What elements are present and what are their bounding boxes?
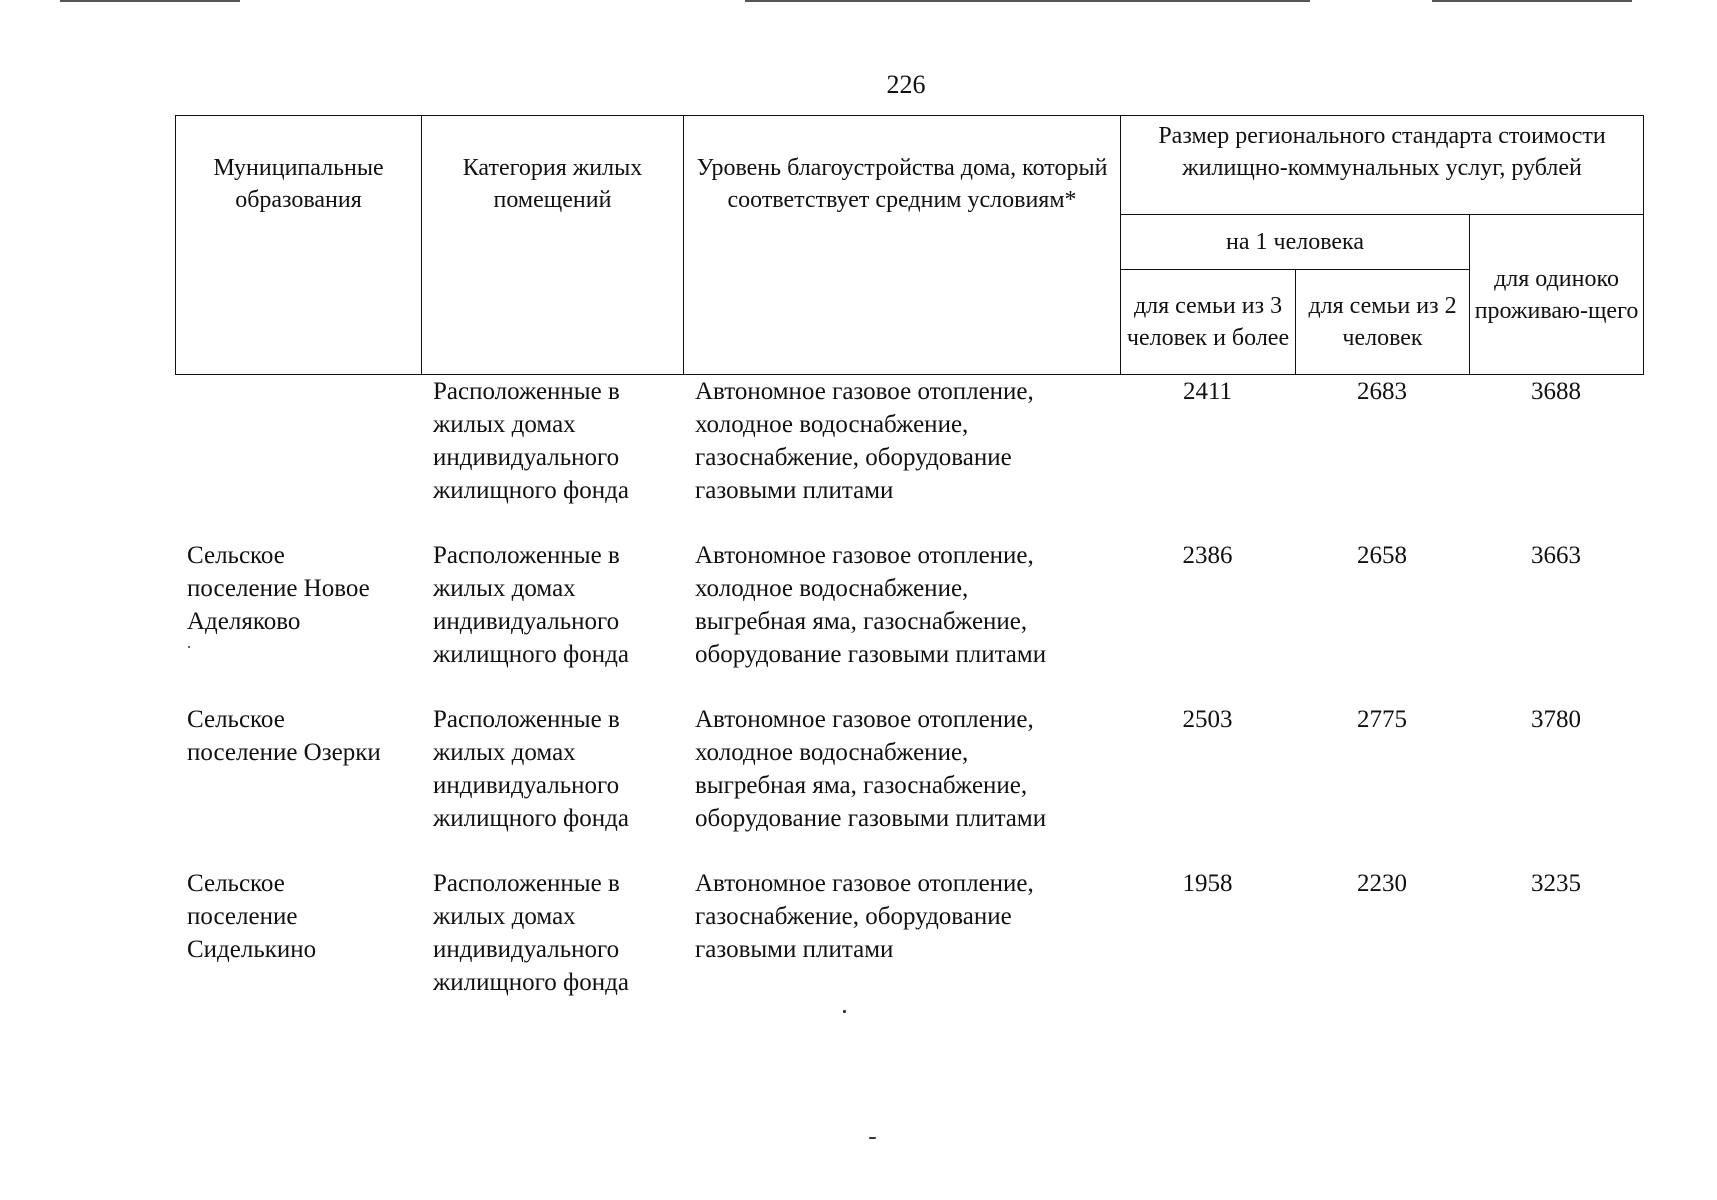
- scan-speck: [188, 646, 190, 648]
- table-row: [175, 539, 1643, 703]
- header-per-person: на 1 человека: [1121, 215, 1470, 270]
- cell-level: Автономное газовое отопление, газоснабжение, оборудование газовыми плитами: [695, 870, 1034, 963]
- cell-level: Автономное газовое отопление, холодное водоснабжение, выгребная яма, газоснабжение, оборудование газовыми плитами: [695, 706, 1047, 832]
- table-row: [175, 703, 1643, 867]
- header-municipality: Муниципальные образования: [176, 116, 422, 375]
- cell-family-2: 2658: [1357, 542, 1407, 569]
- cell-family-3: 2411: [1182, 378, 1233, 405]
- cell-municipality: Сельское поселение Новое Аделяково: [187, 542, 370, 635]
- scan-speck: [869, 1137, 876, 1139]
- cell-category: Расположенные в жилых домах индивидуального жилищного фонда: [433, 542, 629, 668]
- scan-edge-line-right: [1432, 0, 1632, 2]
- cell-family-2: 2230: [1357, 870, 1407, 897]
- header-family-3: для семьи из 3 человек и более: [1121, 270, 1296, 375]
- cell-level: Автономное газовое отопление, холодное водоснабжение, газоснабжение, оборудование газовыми плитами: [695, 378, 1034, 504]
- scan-edge-line-center: [745, 0, 1310, 2]
- cell-family-3: 1958: [1182, 870, 1233, 897]
- cell-category: Расположенные в жилых домах индивидуального жилищного фонда: [433, 378, 629, 504]
- page-number: 226: [886, 70, 926, 99]
- table-row: [175, 375, 1643, 539]
- header-single: для одиноко проживаю-щего: [1470, 215, 1644, 375]
- cell-family-3: 2386: [1182, 542, 1233, 569]
- cell-category: Расположенные в жилых домах индивидуального жилищного фонда: [433, 870, 629, 996]
- cell-single: 3780: [1531, 706, 1581, 733]
- table-row: [175, 867, 1643, 1031]
- header-level: Уровень благоустройства дома, который соответствует средним условиям*: [684, 116, 1121, 375]
- cell-level: Автономное газовое отопление, холодное водоснабжение, выгребная яма, газоснабжение, оборудование газовыми плитами: [695, 542, 1047, 668]
- table-header: [175, 115, 1644, 375]
- cell-category: Расположенные в жилых домах индивидуального жилищного фонда: [433, 706, 629, 832]
- header-standard-size: Размер регионального стандарта стоимости жилищно-коммунальных услуг, рублей: [1121, 116, 1644, 215]
- cell-family-3: 2503: [1182, 706, 1233, 733]
- header-family-2: для семьи из 2 человек: [1296, 270, 1470, 375]
- cell-municipality: Сельское поселение Озерки: [187, 706, 381, 766]
- cell-municipality: [175, 375, 421, 539]
- header-category: Категория жилых помещений: [422, 116, 684, 375]
- cell-family-2: 2775: [1357, 706, 1407, 733]
- cell-single: 3235: [1531, 870, 1581, 897]
- cell-municipality: Сельское поселение Сиделькино: [187, 870, 317, 963]
- cell-family-2: 2683: [1357, 378, 1407, 405]
- cell-single: 3663: [1531, 542, 1581, 569]
- table-body: [175, 375, 1643, 1031]
- scan-edge-line-left: [60, 0, 240, 2]
- cell-single: 3688: [1531, 378, 1581, 405]
- scan-speck: [843, 1010, 846, 1013]
